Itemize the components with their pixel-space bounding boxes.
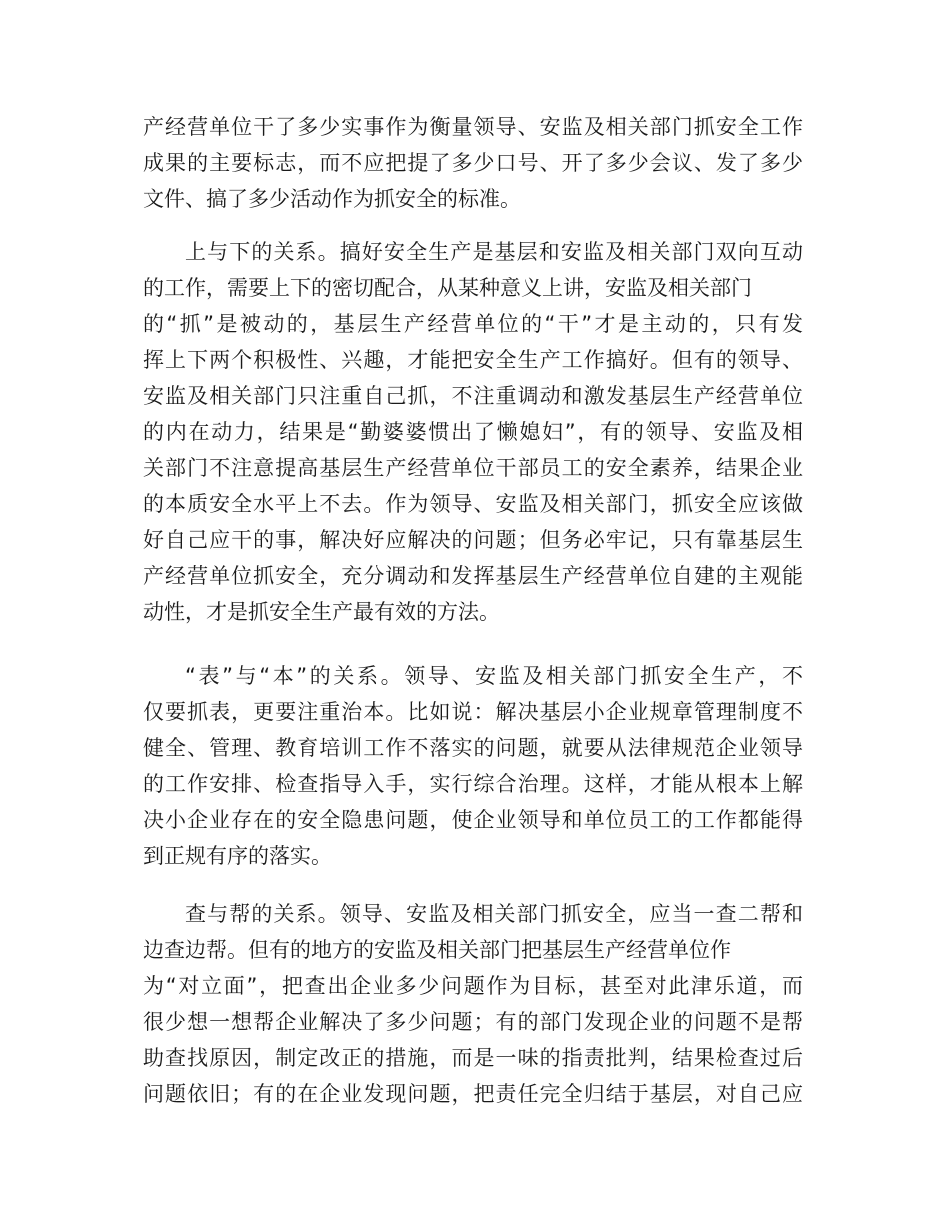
paragraph-2-line-2: 的工作，需要上下的密切配合，从某种意义上讲，安监及相关部门 xyxy=(143,276,752,300)
paragraph-2-line-5: 安监及相关部门只注重自己抓，不注重调动和激发基层生产经营单位 xyxy=(143,384,803,408)
paragraph-2-line-3: 的“抓”是被动的，基层生产经营单位的“干”才是主动的，只有发 xyxy=(143,312,803,336)
paragraph-2-line-1: 上与下的关系。搞好安全生产是基层和安监及相关部门双向互动 xyxy=(185,240,803,264)
paragraph-3-line-5: 决小企业存在的安全隐患问题，使企业领导和单位员工的工作都能得 xyxy=(143,808,803,832)
paragraph-3-line-1: “表”与“本”的关系。领导、安监及相关部门抓安全生产，不 xyxy=(185,664,803,688)
paragraph-4-line-6: 问题依旧；有的在企业发现问题，把责任完全归结于基层，对自己应 xyxy=(143,1082,803,1106)
paragraph-3-line-6: 到正规有序的落实。 xyxy=(143,844,332,868)
paragraph-4-line-5: 助查找原因，制定改正的措施，而是一味的指责批判，结果检查过后 xyxy=(143,1046,803,1070)
paragraph-2-line-9: 好自己应干的事，解决好应解决的问题；但务必牢记，只有靠基层生 xyxy=(143,528,803,552)
paragraph-2-line-11: 动性，才是抓安全生产最有效的方法。 xyxy=(143,600,500,624)
paragraph-2-line-4: 挥上下两个积极性、兴趣，才能把安全生产工作搞好。但有的领导、 xyxy=(143,348,803,372)
paragraph-3-line-3: 健全、管理、教育培训工作不落实的问题，就要从法律规范企业领导 xyxy=(143,736,803,760)
paragraph-3-line-4: 的工作安排、检查指导入手，实行综合治理。这样，才能从根本上解 xyxy=(143,772,803,796)
paragraph-4-line-2: 边查边帮。但有的地方的安监及相关部门把基层生产经营单位作 xyxy=(143,938,731,962)
paragraph-1-line-1: 产经营单位干了多少实事作为衡量领导、安监及相关部门抓安全工作 xyxy=(143,115,803,139)
paragraph-1-line-2: 成果的主要标志，而不应把提了多少口号、开了多少会议、发了多少 xyxy=(143,151,803,175)
paragraph-2-line-7: 关部门不注意提高基层生产经营单位干部员工的安全素养，结果企业 xyxy=(143,456,803,480)
paragraph-4-line-3: 为“对立面”，把查出企业多少问题作为目标，甚至对此津乐道，而 xyxy=(143,974,803,998)
paragraph-1-line-3: 文件、搞了多少活动作为抓安全的标准。 xyxy=(143,187,521,211)
paragraph-4-line-1: 查与帮的关系。领导、安监及相关部门抓安全，应当一查二帮和 xyxy=(185,902,803,926)
paragraph-2-line-8: 的本质安全水平上不去。作为领导、安监及相关部门，抓安全应该做 xyxy=(143,492,803,516)
paragraph-2-line-10: 产经营单位抓安全，充分调动和发挥基层生产经营单位自建的主观能 xyxy=(143,564,803,588)
paragraph-3-line-2: 仅要抓表，更要注重治本。比如说：解决基层小企业规章管理制度不 xyxy=(143,700,803,724)
paragraph-2-line-6: 的内在动力，结果是“勤婆婆惯出了懒媳妇”，有的领导、安监及相 xyxy=(143,420,803,444)
paragraph-4-line-4: 很少想一想帮企业解决了多少问题；有的部门发现企业的问题不是帮 xyxy=(143,1010,803,1034)
